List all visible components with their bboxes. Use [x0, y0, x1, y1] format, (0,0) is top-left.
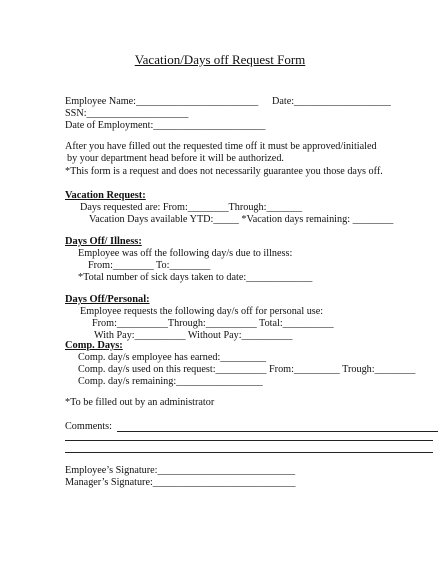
- illness-description: Employee was off the following day/s due to illness:: [78, 248, 293, 259]
- manager-signature-field[interactable]: Manager’s Signature:____________________________: [65, 477, 296, 488]
- instructions-line-2: by your department head before it will be authorized.: [67, 153, 284, 164]
- illness-dates-field[interactable]: From:________ To:________: [88, 260, 211, 271]
- illness-heading: Days Off/ Illness:: [65, 236, 142, 247]
- vacation-days-available-field[interactable]: Vacation Days available YTD:_____ *Vacation days remaining: ________: [89, 214, 394, 225]
- pay-status-field[interactable]: With Pay:__________ Without Pay:__________: [94, 330, 293, 341]
- employee-signature-field[interactable]: Employee’s Signature:___________________________: [65, 465, 296, 476]
- personal-days-description: Employee requests the following day/s off for personal use:: [80, 306, 324, 317]
- instructions-line-1: After you have filled out the requested time off it must be approved/initialed: [65, 141, 377, 152]
- employee-name-field[interactable]: Employee Name:________________________: [65, 96, 259, 107]
- vacation-request-heading: Vacation Request:: [65, 190, 146, 201]
- vacation-days-requested-field[interactable]: Days requested are: From:________Through:_______: [80, 202, 303, 213]
- comments-line-1[interactable]: [117, 431, 438, 432]
- disclaimer-text: *This form is a request and does not necessarily guarantee you those days off.: [65, 166, 383, 177]
- comp-days-earned-field[interactable]: Comp. day/s employee has earned:_________: [78, 352, 267, 363]
- comp-days-remaining-field[interactable]: Comp. day/s remaining:_________________: [78, 376, 263, 387]
- ssn-field[interactable]: SSN:____________________: [65, 108, 189, 119]
- form-title: Vacation/Days off Request Form: [134, 52, 306, 67]
- comments-line-3[interactable]: [65, 452, 433, 453]
- sick-days-total-field[interactable]: *Total number of sick days taken to date:_____________: [78, 272, 313, 283]
- date-of-employment-field[interactable]: Date of Employment:______________________: [65, 120, 266, 131]
- comments-label: Comments:: [65, 421, 112, 432]
- date-field[interactable]: Date:___________________: [272, 96, 391, 107]
- administrator-note: *To be filled out by an administrator: [65, 397, 215, 408]
- personal-days-heading: Days Off/Personal:: [65, 294, 150, 305]
- personal-days-dates-field[interactable]: From:__________Through:__________ Total:__________: [92, 318, 334, 329]
- comments-line-2[interactable]: [65, 440, 433, 441]
- comp-days-heading: Comp. Days:: [65, 340, 123, 351]
- comp-days-used-field[interactable]: Comp. day/s used on this request:__________ From:_________ Trough:________: [78, 364, 416, 375]
